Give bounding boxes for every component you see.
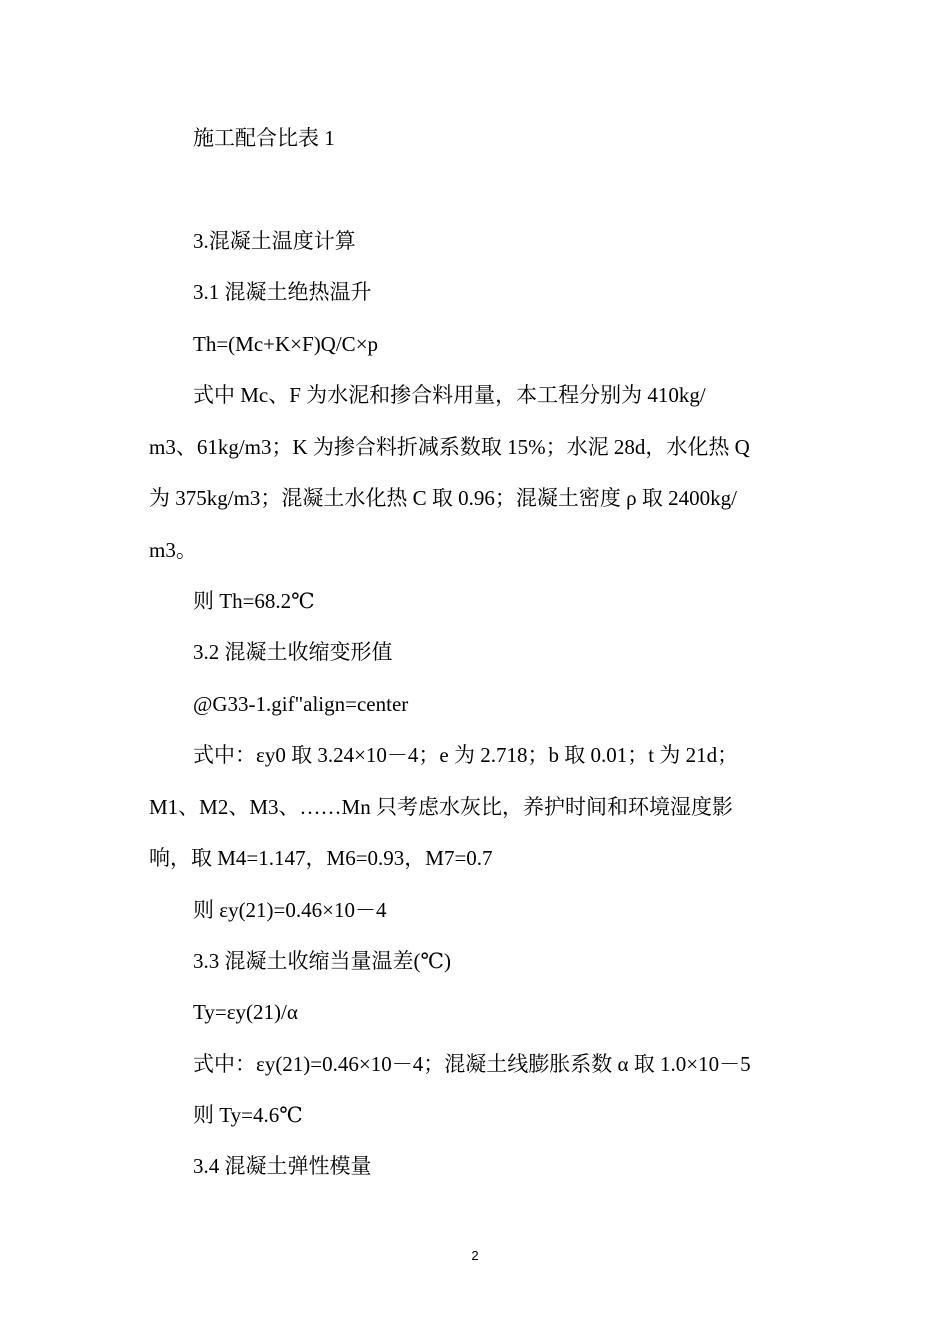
- formula: Ty=εy(21)/α: [193, 1000, 298, 1024]
- paragraph-line: 式中 Mc、F 为水泥和掺合料用量，本工程分别为 410kg/: [193, 383, 706, 407]
- subsection-heading: 3.4 混凝土弹性模量: [193, 1154, 372, 1178]
- paragraph-line: m3。: [149, 538, 197, 562]
- formula: Th=(Mc+K×F)Q/C×p: [193, 332, 379, 356]
- result-line: 则 Ty=4.6℃: [193, 1103, 303, 1127]
- paragraph-line: M1、M2、M3、……Mn 只考虑水灰比，养护时间和环境湿度影: [149, 795, 733, 819]
- paragraph-line: 响，取 M4=1.147，M6=0.93，M7=0.7: [149, 846, 493, 870]
- subsection-heading: 3.3 混凝土收缩当量温差(℃): [193, 949, 451, 973]
- paragraph-line: 为 375kg/m3；混凝土水化热 C 取 0.96；混凝土密度 ρ 取 2400kg/: [149, 486, 737, 510]
- paragraph-line: m3、61kg/m3；K 为掺合料折减系数取 15%；水泥 28d，水化热 Q: [149, 435, 750, 459]
- result-line: 则 Th=68.2℃: [193, 589, 315, 613]
- result-line: 则 εy(21)=0.46×10－4: [193, 898, 387, 922]
- subsection-heading: 3.2 混凝土收缩变形值: [193, 640, 393, 664]
- page-number: 2: [471, 1248, 479, 1263]
- table-caption: 施工配合比表 1: [193, 126, 335, 150]
- image-placeholder-text: @G33-1.gif"align=center: [193, 692, 409, 716]
- subsection-heading: 3.1 混凝土绝热温升: [193, 280, 372, 304]
- paragraph-line: 式中：εy0 取 3.24×10－4；e 为 2.718；b 取 0.01；t 为 21d；: [193, 743, 739, 767]
- paragraph-line: 式中：εy(21)=0.46×10－4；混凝土线膨胀系数 α 取 1.0×10－5: [193, 1052, 751, 1076]
- section-heading: 3.混凝土温度计算: [193, 229, 356, 253]
